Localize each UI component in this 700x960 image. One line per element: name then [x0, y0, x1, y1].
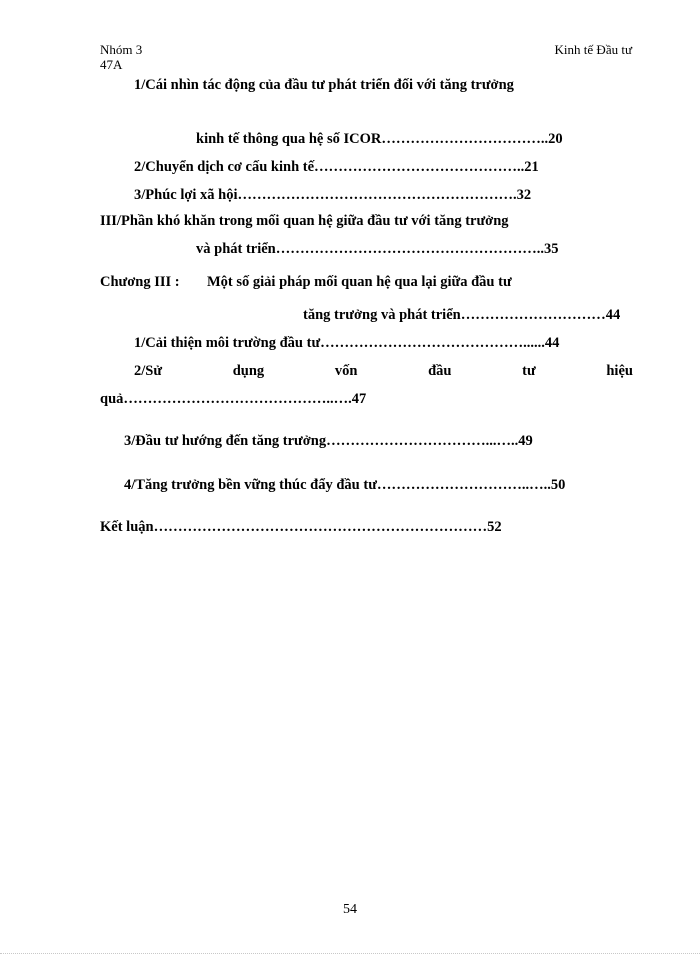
header-class: 47A — [100, 57, 123, 72]
toc-item-3: 3/Phúc lợi xã hội………………………………………………….32 — [134, 187, 532, 203]
toc-chapter-3-line-2: tăng trưởng và phát triển…………………………44 — [303, 307, 621, 323]
toc-sub-2-word: vốn — [334, 363, 358, 379]
toc-sub-2-word: đầu — [428, 363, 452, 379]
toc-item-2: 2/Chuyển dịch cơ cấu kinh tế……………………………………..21 — [134, 159, 539, 175]
page-number: 54 — [343, 902, 357, 917]
toc-sub-1: 1/Cải thiện môi trường đầu tư……………………………………......44 — [134, 335, 560, 351]
toc-conclusion: Kết luận……………………………………………………………52 — [100, 519, 502, 535]
toc-sub-2-word: hiệu — [606, 363, 633, 379]
page-bottom-divider — [0, 953, 700, 954]
toc-sub-3: 3/Đầu tư hướng đến tăng trưởng……………………………...…..49 — [124, 433, 533, 449]
toc-sub-2-word: 2/Sử — [134, 363, 163, 379]
toc-chapter-3-title: Một số giải pháp mối quan hệ qua lại giữa đầu tư — [207, 274, 512, 290]
toc-item-1-line-1: 1/Cái nhìn tác động của đầu tư phát triển đối với tăng trưởng — [134, 77, 514, 93]
toc-sub-2-line-2: quả……………………………………..….47 — [100, 391, 367, 407]
toc-sub-2-word: dụng — [232, 363, 265, 379]
toc-sub-2-word: tư — [522, 363, 536, 379]
toc-chapter-3-label: Chương III : — [100, 274, 180, 290]
header-subject: Kinh tế Đầu tư — [554, 42, 632, 57]
toc-sub-4: 4/Tăng trưởng bền vững thúc đẩy đầu tư…………………………..…..50 — [124, 477, 566, 493]
toc-part-3-line-2: và phát triển………………………………………………..35 — [196, 241, 559, 257]
toc-part-3-line-1: III/Phần khó khăn trong mối quan hệ giữa đầu tư với tăng trưởng — [100, 213, 509, 229]
toc-sub-2-line-1 — [100, 362, 633, 380]
toc-item-1-line-2: kinh tế thông qua hệ số ICOR……………………………..20 — [196, 131, 563, 147]
header-group: Nhóm 3 — [100, 42, 143, 57]
